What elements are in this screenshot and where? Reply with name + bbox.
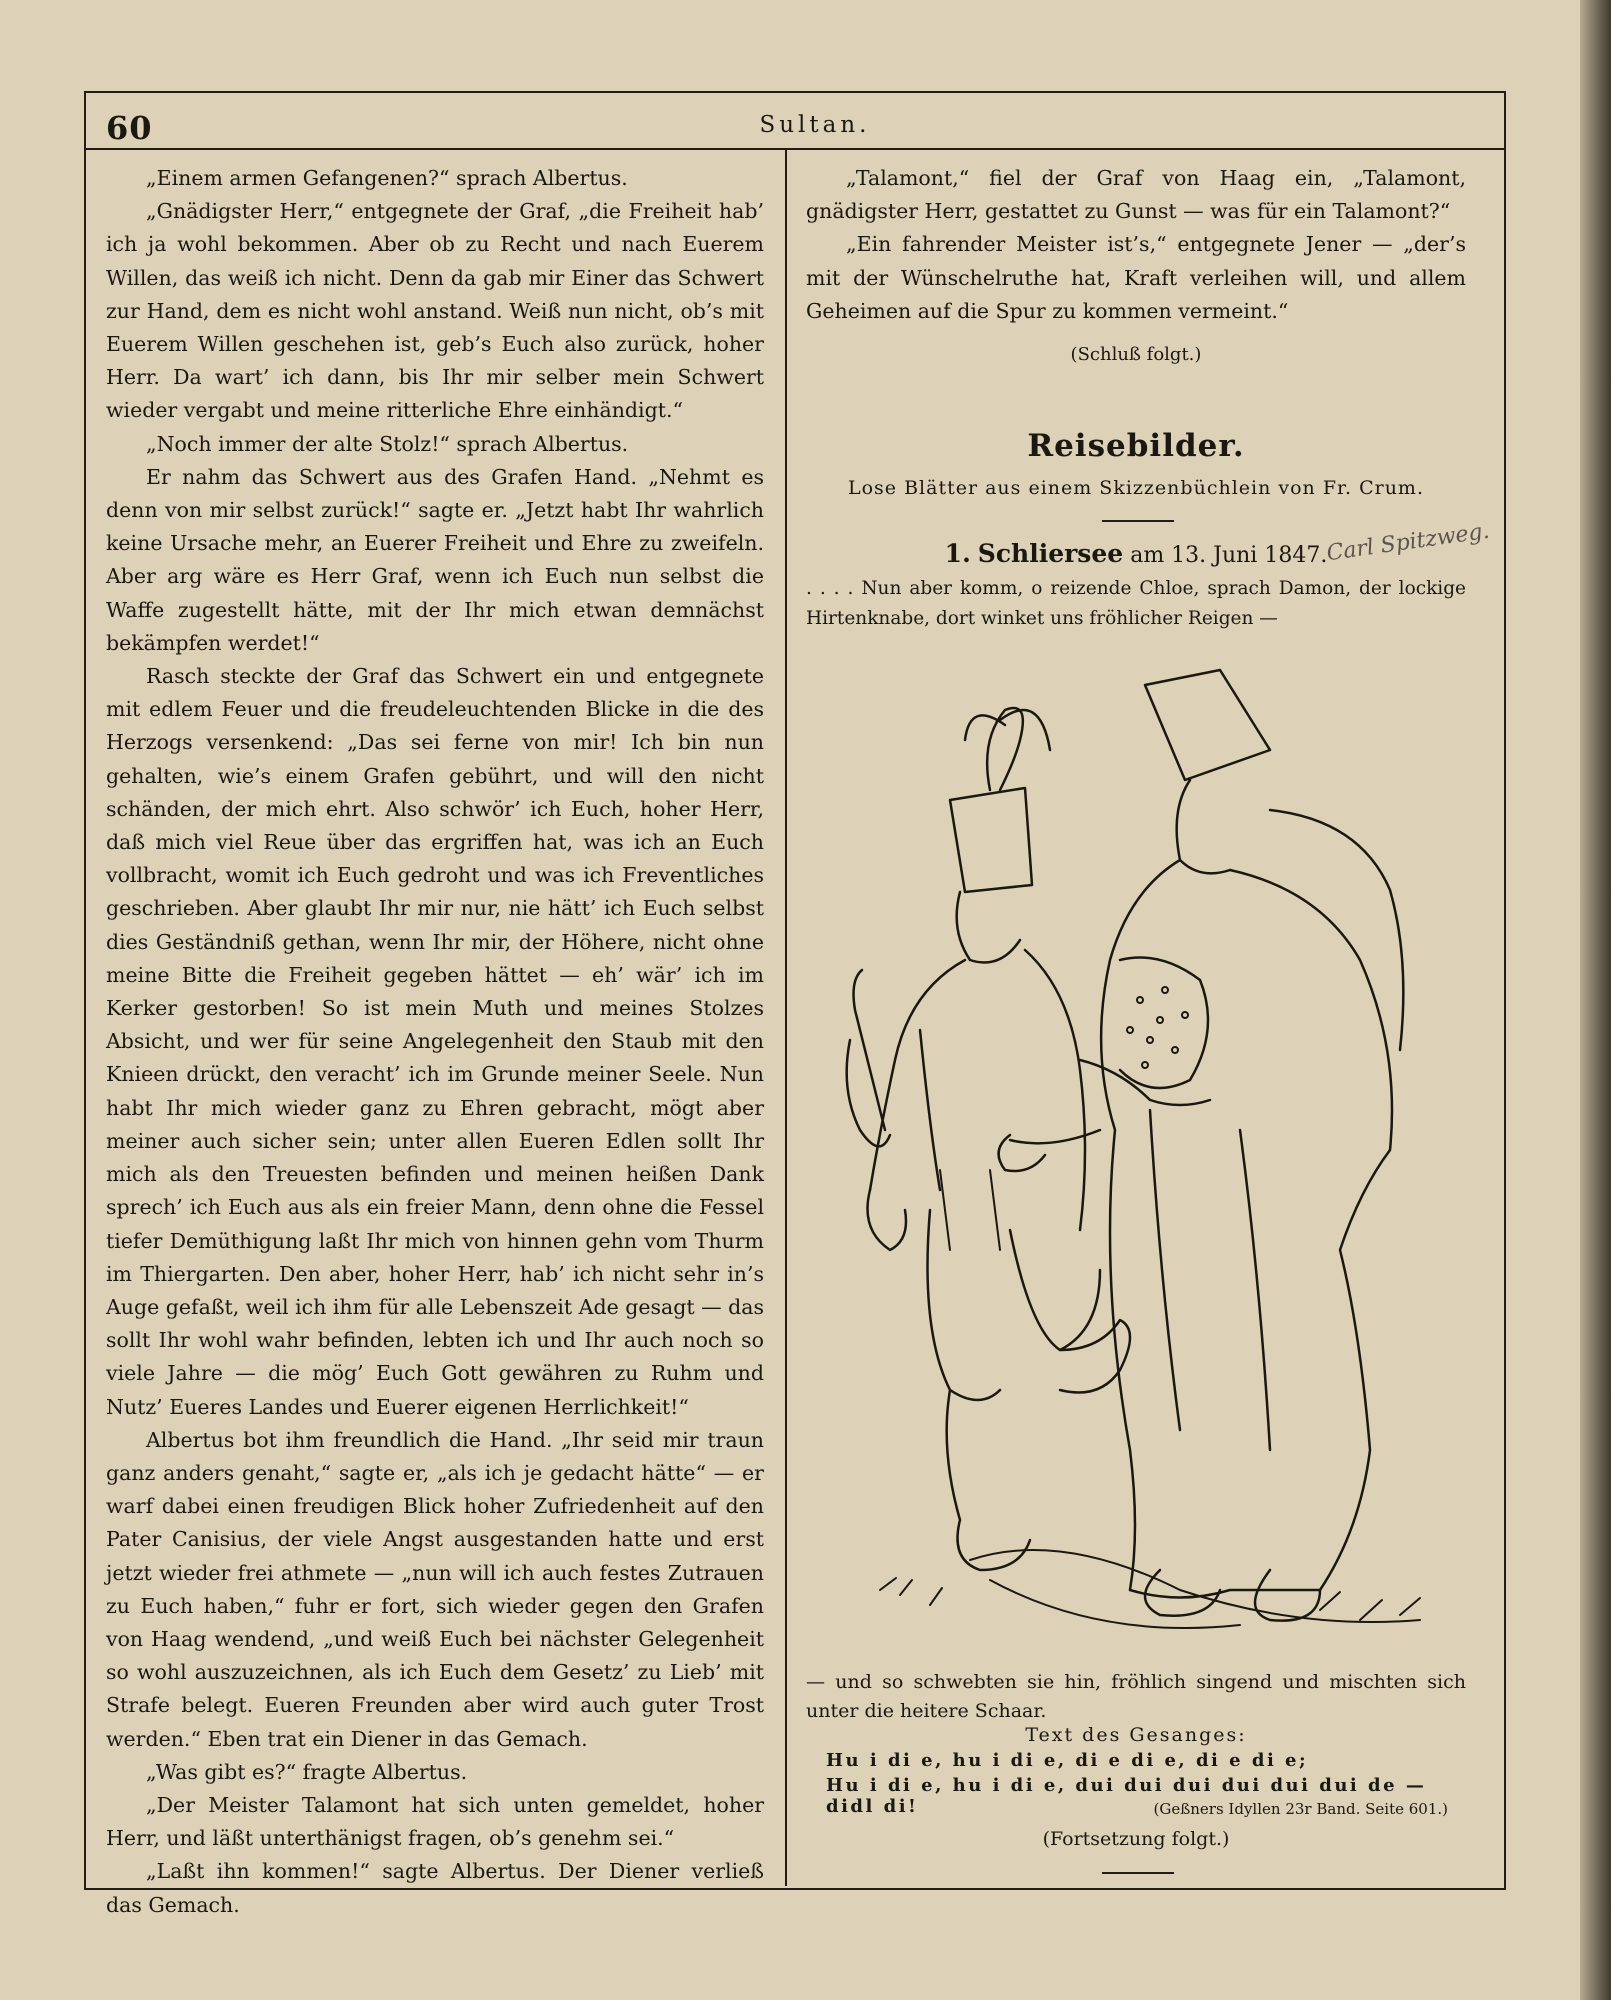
page-number: 60 [106,109,153,147]
paragraph: „Der Meister Talamont hat sich unten gemeldet, hoher Herr, und läßt unterthänigst fragen, ob’s genehm sei.“ [106,1792,764,1851]
woman-figure [999,670,1404,1621]
to-be-concluded: (Schluß folgt.) [1070,344,1202,366]
song-line: Hu i di e, hu i di e, di e di e, di e di e; [826,1750,1309,1771]
paragraph: „Laßt ihn kommen!“ sagte Albertus. Der Diener verließ das Gemach. [106,1859,764,1917]
column-divider [785,150,787,1886]
song-title: Text des Gesanges: [1025,1724,1247,1746]
song-line: Hu i di e, hu i di e, dui dui dui dui dui dui de — didl di! [826,1775,1427,1817]
illustration [800,630,1490,1650]
left-column [106,162,764,1922]
illustration-caption: — und so schwebten sie hin, fröhlich singend und mischten sich unter die heitere Schaar. [806,1671,1466,1722]
section-date: am 13. Juni 1847. [1130,543,1328,568]
paragraph: „Ein fahrender Meister ist’s,“ entgegnete Jener — „der’s mit der Wünschelruthe hat, Kraft verleihen will, und allem Geheimen auf die Spur zu kommen vermeint.“ [806,232,1466,323]
article-subtitle: Lose Blätter aus einem Skizzenbüchlein von Fr. Crum. [848,477,1424,499]
end-rule [1102,1872,1174,1874]
running-title: Sultan. [759,112,871,138]
paragraph: „Einem armen Gefangenen?“ sprach Albertus. [146,166,628,190]
article-title: Reisebilder. [1027,428,1245,464]
paragraph: Albertus bot ihm freundlich die Hand. „Ihr seid mir traun ganz anders genaht,“ sagte er, „als ich je gedacht hätte“ — er warf dabei einen freudigen Blick hoher Zufriedenheit auf den Pater Canisius, der viele Angst ausgestanden hatte und erst jetzt wieder frei athmete — „nun will ich auch festes Zutrauen zu Euch haben,“ fuhr er fort, sich wieder gegen den Grafen von Haag wendend, „und weiß Euch bei nächster Gelegenheit so wohl auszuzeichnen, als ich Euch dem Gesetz’ zu Lieb’ mit Strafe belegt. Eueren Freunden aber wird auch guter Trost werden.“ Eben trat ein Diener in das Gemach. [106,1427,764,1751]
header-rule [84,148,1504,150]
boy-figure [847,708,1210,1570]
paragraph: Rasch steckte der Graf das Schwert ein und entgegnete mit edlem Feuer und die freudeleuchtenden Blicke in die des Herzogs versenkend: „Das sei ferne von mir! Ich bin nun gehalten, wie’s einem Grafen gebührt, und will den nicht schänden, der mich ehrt. Also schwör’ ich Euch, hoher Herr, daß mich viel Reue über das ergriffen hat, was ich an Euch vollbracht, womit ich Euch gedroht und was ich Freventliches geschrieben. Aber glaubt Ihr mir nur, nie hätt’ ich Euch selbst dies Geständniß gethan, wenn Ihr mir, der Höhere, nicht ohne meine Bitte die Freiheit gegeben hättet — eh’ wär’ ich im Kerker gestorben! So ist mein Muth und meines Stolzes Absicht, und wer für seine Angelegenheit den Staub mit den Knieen drückt, den veracht’ ich im Grunde meiner Seele. Nun habt Ihr mich wieder ganz zu Ehren gebracht, mögt aber meiner auch sicher sein; unter allen Eueren Edlen sollt Ihr mich als den Treuesten befinden und meinen heißen Dank sprech’ ich Euch aus als ein freier Mann, denn ohne die Fessel tiefer Demüthigung laßt Ihr mich von hinnen gehn vom Thurm im Thiergarten. Den aber, hoher Herr, hab’ ich nicht sehr in’s Auge gefaßt, weil ich ihm für alle Lebenszeit Ade gesagt — das sollt Ihr wohl wahr befinden, lebten ich und Ihr auch noch so viele Jahre — die mög’ Euch Gott gewähren zu Ruhm und Nutz’ Eueres Landes und Euerer eigenen Herrlichkeit!“ [106,664,764,1419]
paragraph: Er nahm das Schwert aus des Grafen Hand. „Nehmt es denn von mir selbst zurück!“ sagte er. „Jetzt habt Ihr wahrlich keine Ursache mehr, an Euerer Freiheit und Ehre zu zweifeln. Aber arg wäre es Herr Graf, wenn ich Euch nun selbst die Waffe zugestellt hätte, mit der Ihr mich etwan demnächst bekämpfen werdet!“ [106,464,764,655]
intro-text: . . . . Nun aber komm, o reizende Chloe, sprach Damon, der lockige Hirtenknabe, dort winket uns fröhlicher Reigen — [806,578,1466,629]
to-be-continued: (Fortsetzung folgt.) [1042,1828,1230,1850]
section-place: Schliersee [977,539,1124,568]
source-citation: (Geßners Idyllen 23r Band. Seite 601.) [1153,1800,1448,1818]
paragraph: „Was gibt es?“ fragte Albertus. [146,1759,468,1784]
paragraph: „Talamont,“ fiel der Graf von Haag ein, „Talamont, gnädigster Herr, gestattet zu Gunst — was für ein Talamont?“ [806,166,1466,224]
handwritten-annotation: Carl Spitzweg. [1325,518,1491,567]
right-column-text [806,162,1466,371]
title-rule [1102,520,1174,522]
page-edge [1580,0,1611,2000]
paragraph: „Gnädigster Herr,“ entgegnete der Graf, „die Freiheit hab’ ich ja wohl bekommen. Aber ob zu Recht und nach Euerem Willen, das weiß ich nicht. Denn da gab mir Einer das Schwert zur Hand, dem es nicht wohl anstand. Weiß nun nicht, ob’s mit Euerem Willen geschehen ist, geb’s Euch also zurück, hoher Herr. Da wart’ ich dann, bis Ihr mir selber mein Schwert wieder vergabt und meine ritterliche Ehre einhändigt.“ [106,199,764,423]
paragraph: „Noch immer der alte Stolz!“ sprach Albertus. [146,431,629,456]
section-number: 1. [944,539,971,568]
